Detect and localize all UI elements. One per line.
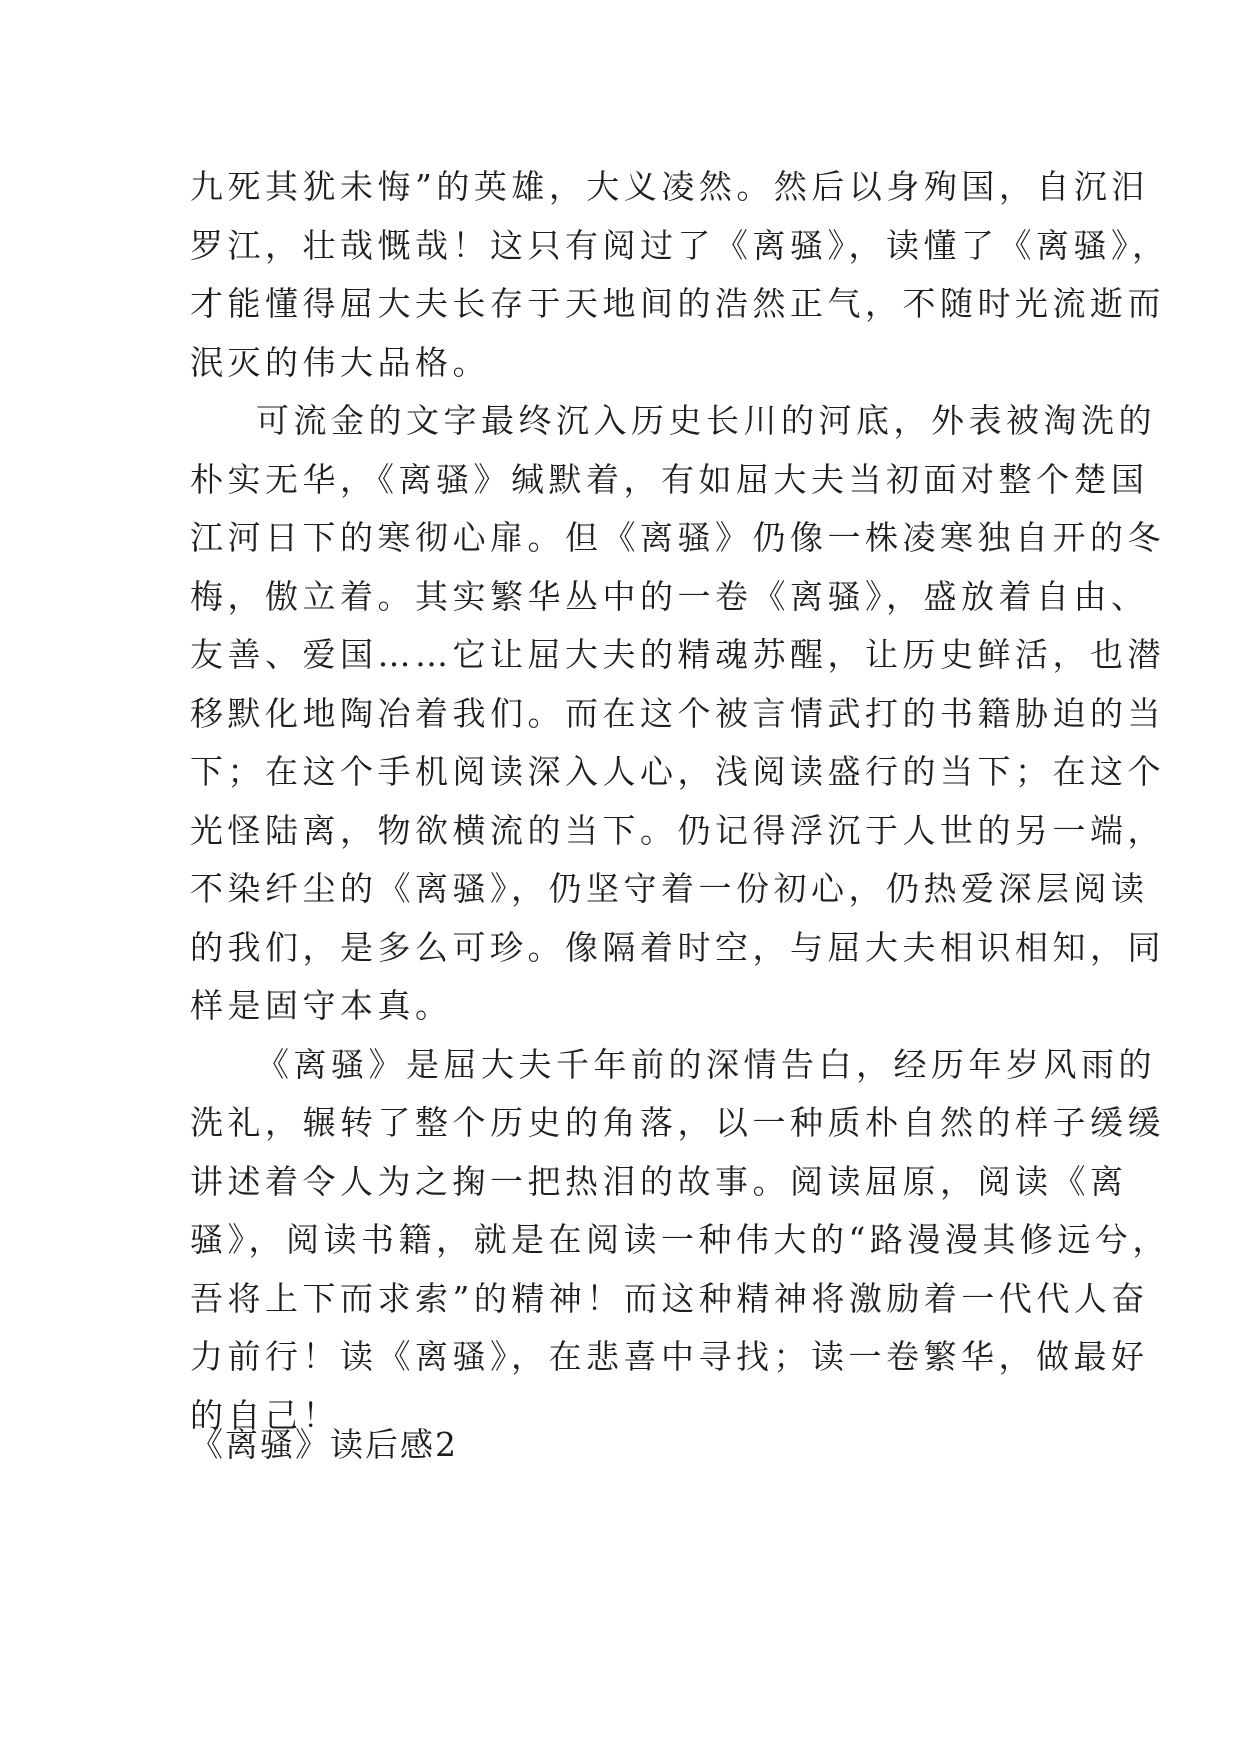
paragraph-line: 可流金的文字最终沉入历史长川的河底，外表被淘洗的 bbox=[256, 401, 1156, 440]
paragraph bbox=[190, 392, 1165, 1036]
section-heading: 《离骚》读后感2 bbox=[190, 1425, 458, 1464]
paragraph-line: 光怪陆离，物欲横流的当下。仍记得浮沉于人世的另一端， bbox=[190, 810, 1165, 850]
paragraph-line: 罗江，壮哉慨哉！这只有阅过了《离骚》，读懂了《离骚》， bbox=[190, 225, 1170, 265]
paragraph-line: 友善、爱国……它让屈大夫的精魂苏醒，让历史鲜活，也潜 bbox=[190, 635, 1165, 674]
paragraph-line: 《离骚》是屈大夫千年前的深情告白，经历年岁风雨的 bbox=[256, 1044, 1156, 1084]
paragraph bbox=[190, 1036, 1170, 1446]
paragraph-line: 九死其犹未悔”的英雄，大义凌然。然后以身殉国，自沉汨 bbox=[190, 167, 1149, 206]
paragraph-line: 朴实无华，《离骚》缄默着，有如屈大夫当初面对整个楚国 bbox=[190, 459, 1149, 499]
paragraph-line: 的我们，是多么可珍。像隔着时空，与屈大夫相识相知，同 bbox=[190, 927, 1165, 967]
paragraph-line: 才能懂得屈大夫长存于天地间的浩然正气，不随时光流逝而 bbox=[190, 284, 1165, 323]
paragraph-line: 梅，傲立着。其实繁华丛中的一卷《离骚》，盛放着自由、 bbox=[190, 576, 1149, 616]
paragraph-line: 江河日下的寒彻心扉。但《离骚》仍像一株凌寒独自开的冬 bbox=[190, 518, 1165, 557]
paragraph bbox=[190, 158, 1170, 392]
paragraph-line: 泯灭的伟大品格。 bbox=[190, 342, 490, 382]
paragraph-line: 样是固守本真。 bbox=[190, 986, 453, 1025]
body-text bbox=[190, 158, 1170, 1445]
paragraph-line: 力前行！读《离骚》，在悲喜中寻找；读一卷繁华，做最好 bbox=[190, 1337, 1149, 1376]
paragraph-line: 下；在这个手机阅读深入人心，浅阅读盛行的当下；在这个 bbox=[190, 752, 1165, 791]
paragraph-line: 吾将上下而求索”的精神！而这种精神将激励着一代代人奋 bbox=[190, 1278, 1149, 1318]
paragraph-line: 骚》，阅读书籍，就是在阅读一种伟大的“路漫漫其修远兮， bbox=[190, 1220, 1170, 1259]
paragraph-line: 的自己！ bbox=[190, 1395, 340, 1435]
paragraph-line: 不染纤尘的《离骚》，仍坚守着一份初心，仍热爱深层阅读 bbox=[190, 869, 1149, 908]
paragraph-line: 讲述着令人为之掬一把热泪的故事。阅读屈原，阅读《离 bbox=[190, 1161, 1128, 1201]
paragraph-line: 洗礼，辗转了整个历史的角落，以一种质朴自然的样子缓缓 bbox=[190, 1103, 1165, 1142]
paragraph-line: 移默化地陶冶着我们。而在这个被言情武打的书籍胁迫的当 bbox=[190, 693, 1165, 733]
